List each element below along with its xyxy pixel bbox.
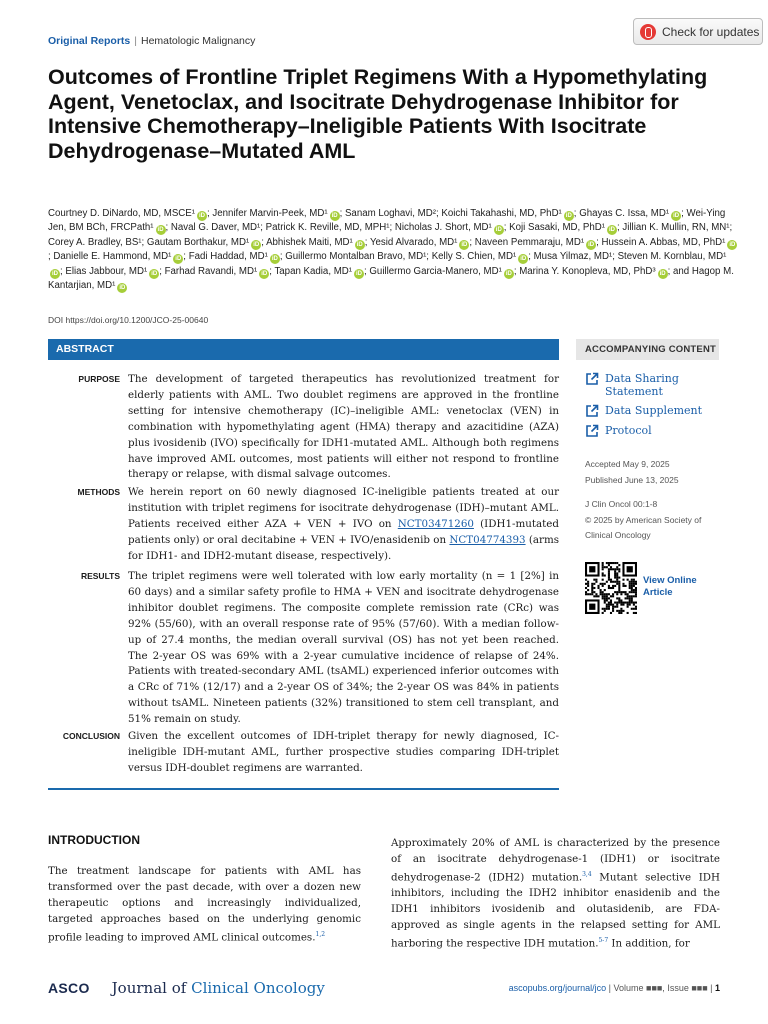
orcid-icon[interactable]: iD [331,213,338,219]
results-text: The triplet regimens were well tolerated with low early mortality (n = 1 [2%] in 60 days) and a similar safety profile to HMA + VEN and isocitrate dehydrogenase inhibitor doublet regimens. The composite complete remission rate (CRc) was 92% (55/60), with an overall response rate of 95% (57/60). With a median follow-up of 27.4 months, the median overall survival (OS) has not yet been reached. The 2-year OS was 69% with a 2-year cumulative incidence of relapse of 24%. Patients with treated-secondary AML (tsAML) experienced inferior outcomes with a CRc of 71% (12/17) and a 2-year OS of 34%; the 2-year OS was 84% in patients without tsAML. Nineteen patients (32%) transitioned to stem cell transplant, and 51% remain on study. [128,570,559,726]
author-name: Abhishek Maiti, MD¹ [266,236,353,248]
author-name: Danielle E. Hammond, MD¹ [53,251,172,263]
journal-url-link[interactable]: ascopubs.org/journal/jco [508,983,607,993]
author-name: Koji Sasaki, MD, PhD¹ [509,222,605,234]
external-link-icon [585,404,599,418]
trial-link-2[interactable]: NCT04774393 [449,533,526,546]
copyright: © 2025 by American Society of Clinical Oncology [585,514,702,540]
orcid-icon[interactable]: iD [609,227,615,234]
author-list: Courtney D. DiNardo, MD, MSCE¹ iD ; Jennifer Marvin-Peek, MD¹ iD ; Sanam Loghavi, MD²; Koichi Takahashi, MD, PhD¹ iD ; Ghayas C. Issa, MD¹ iD ; Wei-Ying Jen, BM BCh, FRCPath¹ iD ; Naval G. Daver, MD¹; Patrick K. Reville, MD, MPH¹; Nicholas J. Short, MD¹ iD ; Koji Sasaki, MD, PhD¹ iD ; Jillian K. Mullin, RN, MN¹; Corey A. Bradley, BS¹; Gautam Borthakur, MD¹ iD ; Abhishek Maiti, MD¹ iD ; Yesid Alvarado, MD¹ iD ; Naveen Pemmaraju, MD¹ iD ; Hussein A. Abbas, MD, PhD¹ iD; Danielle E. Hammond, MD¹ iD ; Fadi Haddad, MD¹ iD ; Guillermo Montalban Bravo, MD¹; Kelly S. Chien, MD¹ iD ; Musa Yilmaz, MD¹; Steven M. Kornblau, MD¹iD ; Elias Jabbour, MD¹ iD ; Farhad Ravandi, MD¹ iD ; Tapan Kadia, MD¹ iD ; Guillermo Garcia-Manero, MD¹ iD ; Marina Y. Konopleva, MD, PhD³ iD ; and Hagop M. Kantarjian, MD¹ iD [48,208,736,292]
introduction-heading: INTRODUCTION [48,833,140,847]
author-name: Tapan Kadia, MD¹ [274,265,352,277]
page-footer [48,978,720,998]
ref-link[interactable]: 1,2 [315,931,326,938]
separator: | [134,35,137,47]
author-name: Nicholas J. Short, MD¹ [394,222,492,234]
author-name: Patrick K. Reville, MD, MPH¹ [265,222,390,234]
article-type-bar [48,35,255,47]
section-link[interactable]: Original Reports [48,35,131,47]
author-name: Wei-Ying Jen, BM BCh, FRCPath¹ [48,208,726,234]
protocol-link[interactable]: Protocol [585,424,652,438]
author-name: Kelly S. Chien, MD¹ [431,251,517,263]
author-name: Naval G. Daver, MD¹ [170,222,261,234]
methods-label: METHODS [77,487,120,497]
abstract-purpose [48,372,559,483]
orcid-icon[interactable]: iD [198,213,205,219]
volume-info: Volume ■■■, Issue ■■■ [613,983,708,993]
author-name: Musa Yilmaz, MD¹ [533,251,613,263]
orcid-icon[interactable]: iD [673,213,680,219]
citation: J Clin Oncol 00:1-8 [585,499,658,509]
orcid-icon[interactable]: iD [151,270,158,277]
orcid-icon[interactable]: iD [119,285,126,292]
published-date: Published June 13, 2025 [585,474,679,485]
external-link-icon [585,372,599,386]
orcid-icon[interactable]: iD [261,270,268,277]
author-name: Courtney D. DiNardo, MD, MSCE¹ [48,208,195,219]
author-name: Jillian K. Mullin, RN, MN¹ [622,222,730,234]
citation-info [585,497,720,544]
check-for-updates-button[interactable] [633,18,763,45]
trial-link-1[interactable]: NCT03471260 [397,517,474,530]
orcid-icon[interactable]: iD [157,227,164,234]
author-name: Farhad Ravandi, MD¹ [164,265,258,277]
author-name: Corey A. Bradley, BS¹ [48,236,142,248]
author-name: Steven M. Kornblau, MD¹ [617,251,727,263]
orcid-icon[interactable]: iD [659,270,666,277]
publication-dates [585,457,679,488]
orcid-icon[interactable]: iD [565,213,572,219]
abstract-divider [48,788,559,790]
author-name: Elias Jabbour, MD¹ [65,265,148,277]
page-number: 1 [714,983,720,993]
orcid-icon[interactable]: iD [356,270,362,277]
author-name: Jennifer Marvin-Peek, MD¹ [212,208,328,219]
ref-link[interactable]: 3,4 [582,871,592,878]
ref-link[interactable]: 5-7 [598,937,609,945]
author-name: Koichi Takahashi, MD, PhD¹ [441,208,562,219]
qr-code-icon[interactable] [585,562,637,614]
footer-info: ascopubs.org/journal/jco | Volume ■■■, Issue ■■■ | 1 [508,983,720,993]
journal-logo: Journal of Clinical Oncology [111,979,325,997]
purpose-text: The development of targeted therapeutics has revolutionized treatment for elderly patients with AML. Two doublet regimens are approved in the frontline setting for intensive chemotherapy (IC)–ineligible AML: venetoclax (VEN) in combination with hypomethylating agent (HMA) therapy and azacitidine (AZA) plus ivosidenib (IVO) specifically for IDH1-mutated AML. Although both regimens have improved AML outcomes, most patients will either not respond to frontline therapy or relapse, with dismal salvage outcomes. [128,373,559,481]
purpose-label: PURPOSE [78,374,120,384]
author-name: Sanam Loghavi, MD² [344,208,436,219]
orcid-icon[interactable]: iD [505,270,512,277]
abstract-header: ABSTRACT [48,339,559,360]
author-name: Yesid Alvarado, MD¹ [369,236,458,248]
doi-link[interactable]: DOI https://doi.org/10.1200/JCO-25-00640 [48,315,209,325]
methods-text: We herein report on 60 newly diagnosed IC-ineligible patients treated at our institution with triplet regimens for isocitrate dehydrogenase (IDH)–mutant AML. Patients received either AZA + VEN + IVO on NCT03471260 (IDH1-mutated patients only) or oral decitabine + VEN + IVO/enasidenib on NCT04774393 (arms for IDH1- and IDH2-mutant disease, respectively). [128,486,559,562]
crossmark-icon [640,24,656,40]
article-title: Outcomes of Frontline Triplet Regimens With a Hypomethylating Agent, Venetoclax, and Isocitrate Dehydrogenase Inhibitor for Intensive Chemotherapy–Ineligible Patients With Isocitrate Dehydrogenase–Mutated AML [48,65,708,163]
author-name: Naveen Pemmaraju, MD¹ [474,236,585,248]
category-label: Hematologic Malignancy [141,35,256,47]
orcid-icon[interactable]: iD [271,256,278,263]
data-supplement-link[interactable]: Data Supplement [585,404,702,418]
orcid-icon[interactable]: iD [461,241,468,248]
intro-left-column: The treatment landscape for patients with AML has transformed over the past decade, with over a dozen new therapeutic options and increasingly individualized, targeted approaches based on the underlying genomic profile leading to improved AML clinical outcomes.$^{1,2}$ [48,865,361,944]
orcid-icon[interactable]: iD [495,227,502,234]
orcid-icon[interactable]: iD [356,241,363,248]
abstract-results [48,569,559,728]
author-name: Guillermo Montalban Bravo, MD¹ [285,251,427,263]
asco-logo: ASCO [48,980,90,996]
view-online-link[interactable]: View Online Article [643,575,697,598]
abstract-conclusion [48,729,559,777]
orcid-icon[interactable]: iD [520,256,527,263]
conclusion-text: Given the excellent outcomes of IDH-triplet therapy for newly diagnosed, IC-ineligible IDH-mutant AML, further prospective studies comparing IDH-triplet versus IDH-doublet regimens are warranted. [128,730,559,774]
abstract-methods [48,485,559,565]
orcid-icon[interactable]: iD [729,241,736,248]
author-name: Gautam Borthakur, MD¹ [146,236,250,248]
author-name: Hagop M. Kantarjian, MD¹ [48,265,734,292]
author-name: Fadi Haddad, MD¹ [188,251,268,263]
intro-right-column: Approximately 20% of AML is characterized by the presence of an isocitrate dehydrogenase-1 (IDH1) or isocitrate dehydrogenase-2 (IDH2) mutation.$^{3,4}$ Mutant selective IDH inhibitors, including the IDH2 inhibitor enasidenib and the IDH1 inhibitors ivosidenib and olutasidenib, are FDA-approved as single agents in the relapsed setting for AML harboring the respective IDH mutation.$^{5-7}$ In addition, for [391,837,720,950]
accompanying-content-header: ACCOMPANYING CONTENT [576,339,719,360]
author-name: Hussein A. Abbas, MD, PhD¹ [601,236,726,248]
author-name: Marina Y. Konopleva, MD, PhD³ [519,265,656,277]
author-name: Guillermo Garcia-Manero, MD¹ [369,265,502,277]
results-label: RESULTS [80,571,120,581]
accepted-date: Accepted May 9, 2025 [585,459,670,469]
orcid-icon[interactable]: iD [52,270,58,277]
orcid-icon[interactable]: iD [175,256,182,263]
author-name: Ghayas C. Issa, MD¹ [579,208,670,219]
conclusion-label: CONCLUSION [62,731,120,741]
external-link-icon [585,424,599,438]
orcid-icon[interactable]: iD [588,241,595,248]
orcid-icon[interactable]: iD [253,241,260,248]
data-sharing-link[interactable]: Data Sharing Statement [585,372,705,398]
check-updates-label: Check for updates [662,24,760,39]
